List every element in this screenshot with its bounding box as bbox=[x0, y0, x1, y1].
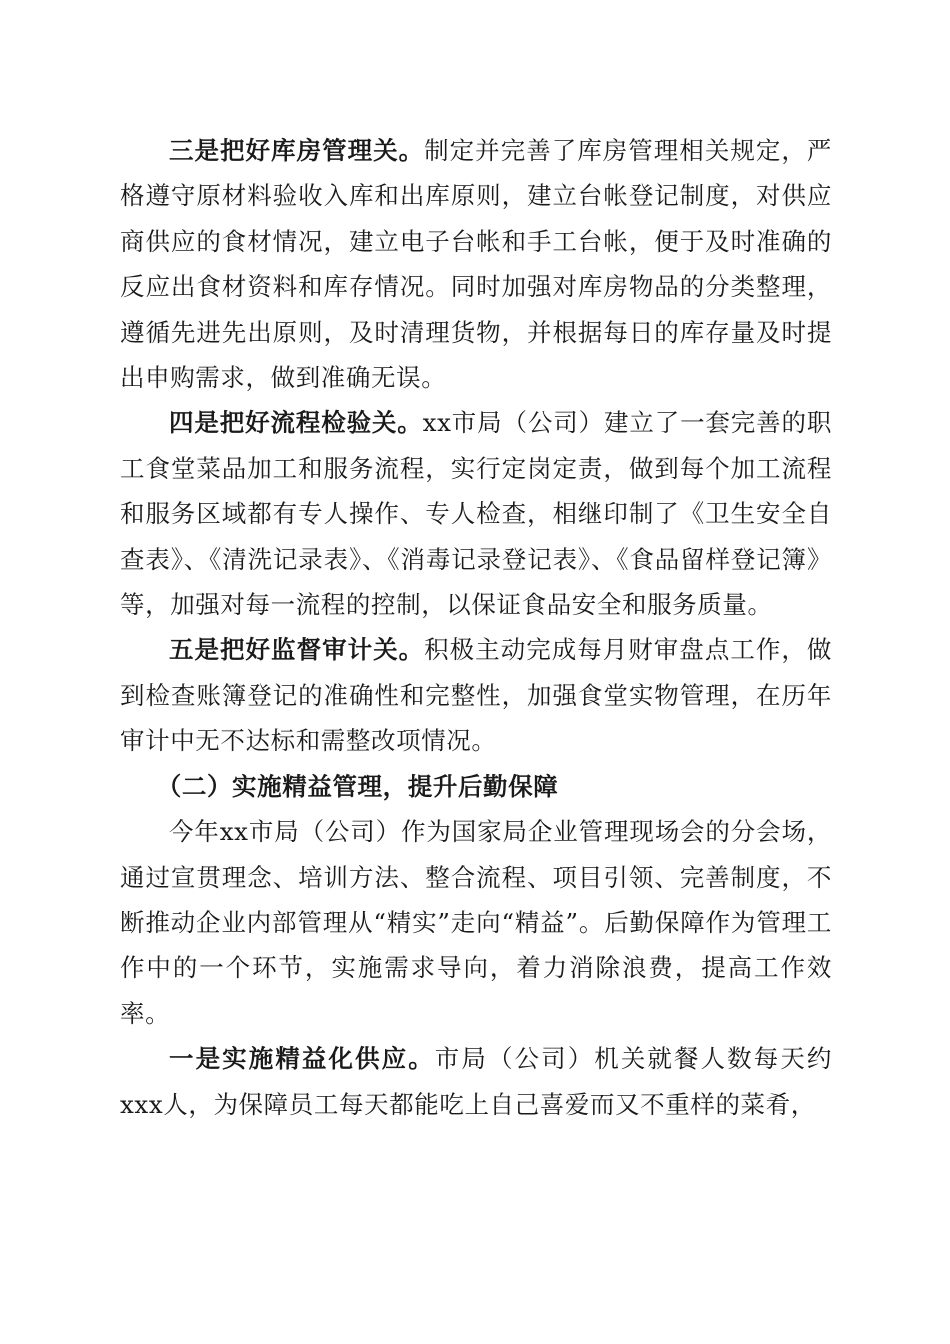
paragraph-lead: 四是把好流程检验关。 bbox=[169, 408, 423, 438]
paragraph-warehouse-management bbox=[120, 128, 832, 400]
paragraph-lead: 三是把好库房管理关。 bbox=[169, 136, 425, 165]
section-body-paragraph: 今年xx市局（公司）作为国家局企业管理现场会的分会场，通过宣贯理念、培训方法、整合流程、项目引领、完善制度，不断推动企业内部管理从“精实”走向“精益”。后勤保障作为管理工作中的一个环节，实施需求导向，着力消除浪费，提高工作效率。 bbox=[120, 817, 832, 1028]
paragraph-text: xx市局（公司）建立了一套完善的职工食堂菜品加工和服务流程，实行定岗定责，做到每个加工流程和服务区域都有专人操作、专人检查，相继印制了《卫生安全自查表》、《清洗记录表》、《消毒记录登记表》、《食品留样登记簿》等，加强对每一流程的控制，以保证食品安全和服务质量。 bbox=[120, 408, 832, 620]
paragraph-text: 市局（公司）机关就餐人数每天约xxx人，为保障员工每天都能吃上自己喜爱而又不重样的菜肴， bbox=[120, 1044, 833, 1119]
document-page bbox=[120, 128, 832, 1127]
paragraph-text: 制定并完善了库房管理相关规定，严格遵守原材料验收入库和出库原则，建立台帐登记制度，对供应商供应的食材情况，建立电子台帐和手工台帐，便于及时准确的反应出食材资料和库存情况。同时加强对库房物品的分类整理，遵循先进先出原则，及时清理货物，并根据每日的库存量及时提出申购需求，做到准确无误。 bbox=[120, 136, 832, 393]
paragraph-process-inspection bbox=[120, 400, 832, 627]
paragraph-lead: 五是把好监督审计关。 bbox=[169, 635, 425, 665]
section-heading: （二）实施精益管理，提升后勤保障 bbox=[156, 771, 559, 801]
paragraph-text: 积极主动完成每月财审盘点工作，做到检查账簿登记的准确性和完整性，加强食堂实物管理，在历年审计中无不达标和需整改项情况。 bbox=[120, 635, 832, 756]
paragraph-lead: 一是实施精益化供应。 bbox=[169, 1044, 435, 1074]
paragraph-audit-supervision bbox=[120, 627, 832, 763]
paragraph-lean-supply bbox=[120, 1036, 832, 1127]
